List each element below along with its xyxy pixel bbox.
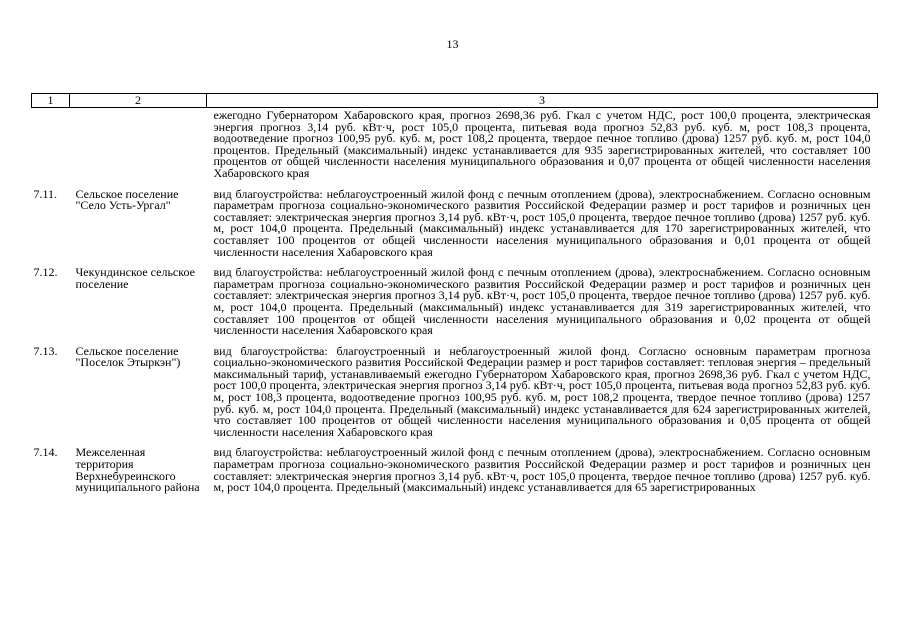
table-header: [32, 94, 878, 108]
table-row: [32, 180, 878, 259]
page-number: 13: [446, 37, 459, 51]
table-row: [32, 438, 878, 493]
row-description: ежегодно Губернатором Хабаровского края, прогноз 2698,36 руб. Гкал с учетом НДС, рост 100,0 процента, электрическая энергия прогноз 3,14 руб. кВт·ч, рост 105,0 процента, питьевая вода прогноз 52,83 руб. куб. м, рост 108,3 процента, водоотведение прогноз 100,95 руб. куб. м, рост 108,2 процента, твердое печное топливо (дрова) 1257 руб. куб. м, рост 104,0 процентов. Предельный (максимальный) индекс устанавливается для 935 зарегистрированных жителей, что составляет 100 процентов от общей численности населения муниципального образования и 0,07 процента от общей численности населения Хабаровского края: [213, 108, 871, 180]
row-number: 7.11.: [33, 186, 58, 201]
row-description: вид благоустройства: неблагоустроенный жилой фонд с печным отоплением (дрова), электроснабжением. Согласно основным параметрам прогноза социально-экономического развития Российской Федерации размер и рост тарифов и розничных цен составляет: электрическая энергия прогноз 3,14 руб. кВт·ч, рост 105,0 процента, твердое печное топливо (дрова) 1257 руб. куб. м, рост 104,0 процента. Предельный (максимальный) индекс устанавливается для 65 зарегистрированных: [213, 445, 871, 495]
row-settlement: Чекундинское сельское поселение: [75, 265, 195, 291]
row-description: вид благоустройства: неблагоустроенный жилой фонд с печным отоплением (дрова), электроснабжением. Согласно основным параметрам прогноза социально-экономического развития Российской Федерации размер и рост тарифов и розничных цен составляет: электрическая энергия прогноз 3,14 руб. кВт·ч, рост 105,0 процента, твердое печное топливо (дрова) 1257 руб. куб. м, рост 104,0 процента. Предельный (максимальный) индекс устанавливается для 319 зарегистрированных жителей, что составляет 100 процентов от общей численности населения муниципального образования и 0,02 процента от общей численности населения Хабаровского края: [213, 265, 871, 338]
row-number: [32, 108, 70, 180]
header-col-2: 2: [70, 94, 207, 108]
row-settlement: [70, 108, 207, 180]
row-settlement: Сельское поселение "Село Усть-Ургал": [75, 186, 179, 213]
row-description: вид благоустройства: благоустроенный и неблагоустроенный жилой фонд. Согласно основным параметрам прогноза социально-экономического развития Российской Федерации размер и рост тарифов составляет: тепловая энергия – предельный максимальный тариф, устанавливаемый ежегодно Губернатором Хабаровского края, прогноз 2698,36 руб. Гкал с учетом НДС, рост 100,0 процента, электрическая энергия прогноз 3,14 руб. кВт·ч, рост 105,0 процента, питьевая вода прогноз 52,83 руб. куб. м, рост 108,3 процента, водоотведение прогноз 100,95 руб. куб. м, рост 108,2 процента, твердое печное топливо (дрова) 1257 руб. куб. м, рост 104,0 процента. Предельный (максимальный) индекс устанавливается для 624 зарегистрированных жителей, что составляет 100 процентов от общей численности населения муниципального образования и 0,05 процента от общей численности населения Хабаровского края: [213, 343, 871, 439]
tariff-table: [31, 93, 878, 494]
table-row: [32, 337, 878, 439]
header-col-1: 1: [32, 94, 70, 108]
row-number: 7.12.: [33, 265, 58, 280]
row-description: вид благоустройства: неблагоустроенный жилой фонд с печным отоплением (дрова), электроснабжением. Согласно основным параметрам прогноза социально-экономического развития Российской Федерации размер и рост тарифов и розничных цен составляет: электрическая энергия прогноз 3,14 руб. кВт·ч, рост 105,0 процента, твердое печное топливо (дрова) 1257 руб. куб. м, рост 104,0 процента. Предельный (максимальный) индекс устанавливается для 170 зарегистрированных жителей, что составляет 100 процентов от общей численности населения муниципального образования и 0,01 процента от общей численности населения Хабаровского края: [213, 186, 871, 259]
header-col-3: 3: [207, 94, 878, 108]
table-row: [32, 258, 878, 337]
table-row: [32, 108, 878, 180]
row-settlement: Сельское поселение "Поселок Этыркэн"): [75, 343, 181, 370]
row-number: 7.14.: [33, 445, 58, 460]
row-settlement: Межселенная территория Верхнебуреинского муниципального района: [75, 445, 200, 495]
row-number: 7.13.: [33, 343, 58, 358]
